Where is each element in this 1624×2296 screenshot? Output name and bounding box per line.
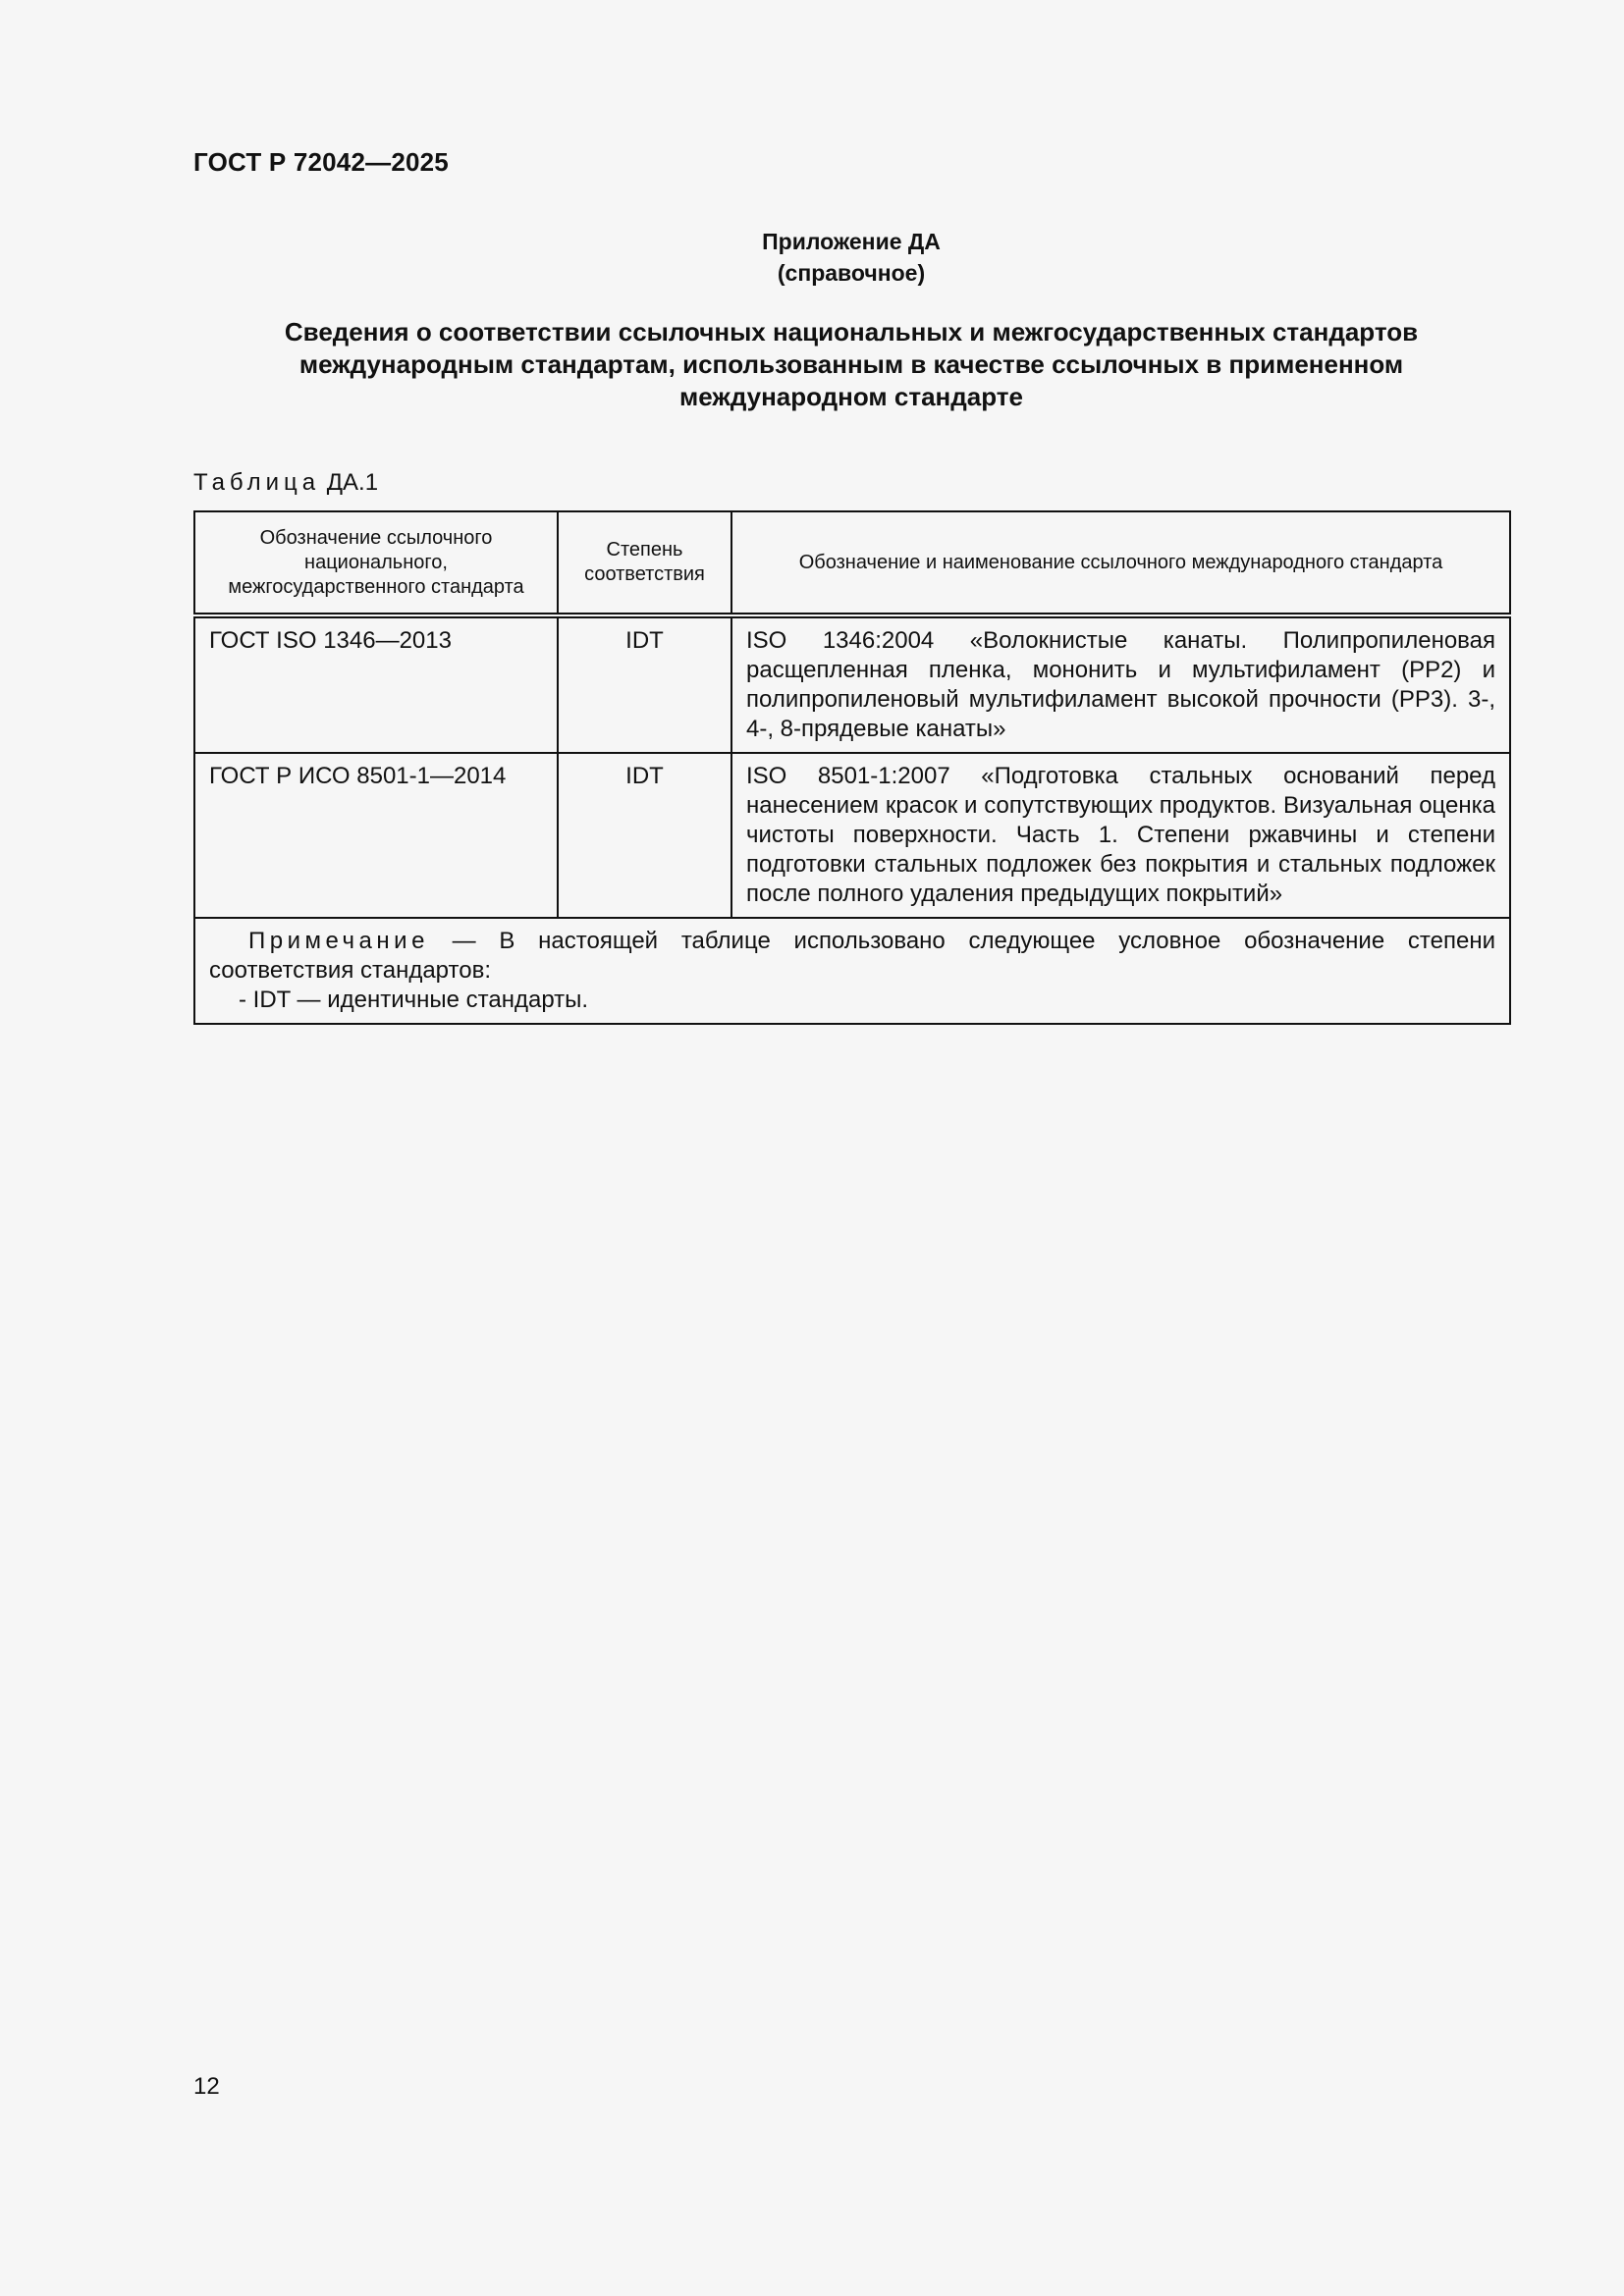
cell-international-standard: ISO 1346:2004 «Волокнистые канаты. Полипропиленовая расщепленная пленка, мононить и мультифиламент (PP2) и полипропиленовый мультифиламент высокой прочности (PP3). 3-, 4-, 8-прядевые канаты» — [731, 615, 1510, 753]
note-list-item: - IDT — идентичные стандарты. — [239, 987, 589, 1013]
note-label: Примечание — [248, 928, 429, 954]
column-header-degree: Степень соответствия — [558, 511, 731, 615]
page-number: 12 — [193, 2073, 220, 2100]
cell-national-standard: ГОСТ Р ИСО 8501-1—2014 — [194, 753, 558, 918]
section-title-line: Сведения о соответствии ссылочных национальных и межгосударственных стандартов — [284, 317, 1419, 347]
column-header-international: Обозначение и наименование ссылочного международного стандарта — [731, 511, 1510, 615]
cell-international-standard: ISO 8501-1:2007 «Подготовка стальных оснований перед нанесением красок и сопутствующих продуктов. Визуальная оценка чистоты поверхности. Часть 1. Степени ржавчины и степени подготовки стальных подложек без покрытия и стальных подложек после полного удаления предыдущих покрытий» — [731, 753, 1510, 918]
section-title-line: международным стандартам, использованным в качестве ссылочных в примененном — [298, 349, 1404, 379]
table-caption-prefix: Таблица — [193, 469, 321, 496]
section-title-line: международном стандарте — [679, 382, 1023, 411]
appendix-heading — [193, 226, 1509, 289]
note-text: — В настоящей таблице использовано следующее условное обозначение степени соответствия стандартов: — [209, 928, 1495, 984]
appendix-subtitle: (справочное) — [777, 260, 926, 286]
cell-degree: IDT — [558, 753, 731, 918]
table-row — [194, 753, 1510, 918]
cell-national-standard: ГОСТ ISO 1346—2013 — [194, 615, 558, 753]
table-note-row — [194, 918, 1510, 1024]
table-note — [194, 918, 1510, 1024]
appendix-title: Приложение ДА — [762, 229, 941, 254]
table-caption-number: ДА.1 — [326, 469, 379, 496]
standards-table — [193, 510, 1511, 1025]
table-caption — [193, 469, 378, 497]
column-header-national: Обозначение ссылочного национального, межгосударственного стандарта — [194, 511, 558, 615]
table-row — [194, 615, 1510, 753]
cell-degree: IDT — [558, 615, 731, 753]
table-header-row — [194, 511, 1510, 615]
section-title — [193, 316, 1509, 413]
document-code: ГОСТ Р 72042—2025 — [193, 147, 449, 177]
